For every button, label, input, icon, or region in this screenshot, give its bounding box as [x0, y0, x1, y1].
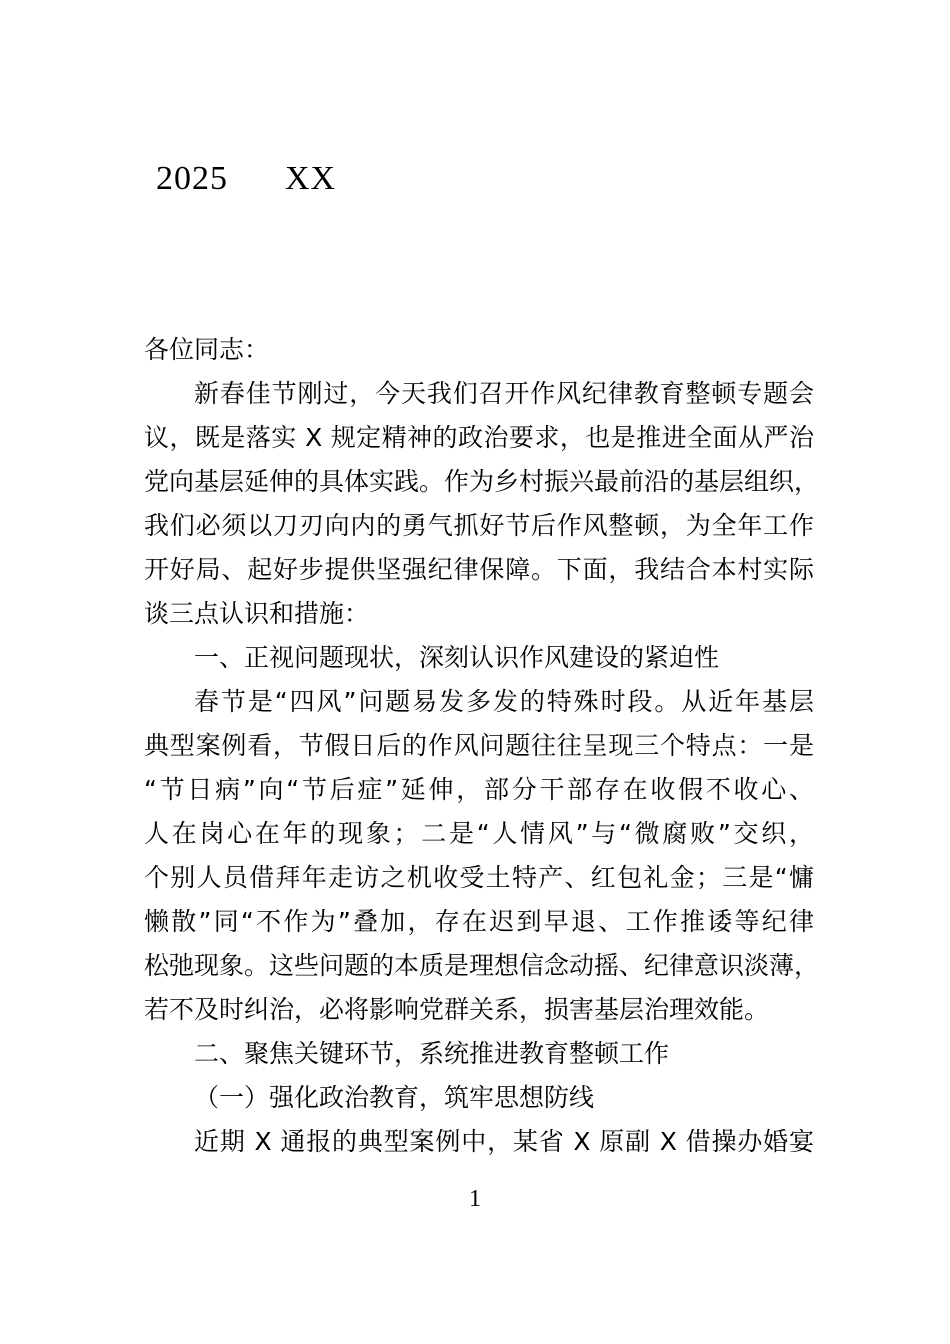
document-title: 2025 XX [156, 160, 337, 197]
paragraph-line: 党向基层延伸的具体实践。作为乡村振兴最前沿的基层组织， [144, 467, 820, 496]
paragraph-line: “节日病”向“节后症”延伸，部分干部存在收假不收心、 [144, 775, 814, 804]
section-heading: 一、正视问题现状，深刻认识作风建设的紧迫性 [194, 643, 720, 672]
paragraph-line: 近期 X 通报的典型案例中，某省 X 原副 X 借操办婚宴 [194, 1127, 814, 1156]
paragraph-line: 松弛现象。这些问题的本质是理想信念动摇、纪律意识淡薄， [144, 951, 820, 980]
subsection-heading: （一）强化政治教育，筑牢思想防线 [194, 1083, 595, 1112]
paragraph-line: 典型案例看，节假日后的作风问题往往呈现三个特点：一是 [144, 731, 814, 760]
paragraph-line: 新春佳节刚过，今天我们召开作风纪律教育整顿专题会 [194, 379, 814, 408]
paragraph-line: 若不及时纠治，必将影响党群关系，损害基层治理效能。 [144, 995, 770, 1024]
section-heading: 二、聚焦关键环节，系统推进教育整顿工作 [194, 1039, 670, 1068]
paragraph-line: 我们必须以刀刃向内的勇气抓好节后作风整顿，为全年工作 [144, 511, 814, 540]
paragraph-line: 议，既是落实 X 规定精神的政治要求，也是推进全面从严治 [144, 423, 814, 452]
paragraph-line: 人在岗心在年的现象；二是“人情风”与“微腐败”交织， [144, 819, 814, 848]
paragraph-line: 谈三点认识和措施： [144, 599, 370, 628]
paragraph-line: 开好局、起好步提供坚强纪律保障。下面，我结合本村实际 [144, 555, 814, 584]
paragraph-line: 春节是“四风”问题易发多发的特殊时段。从近年基层 [194, 687, 814, 716]
paragraph-line: 个别人员借拜年走访之机收受土特产、红包礼金；三是“慵 [144, 863, 814, 892]
salutation: 各位同志： [144, 335, 270, 364]
paragraph-line: 懒散”同“不作为”叠加，存在迟到早退、工作推诿等纪律 [144, 907, 814, 936]
page-number: 1 [469, 1186, 481, 1212]
